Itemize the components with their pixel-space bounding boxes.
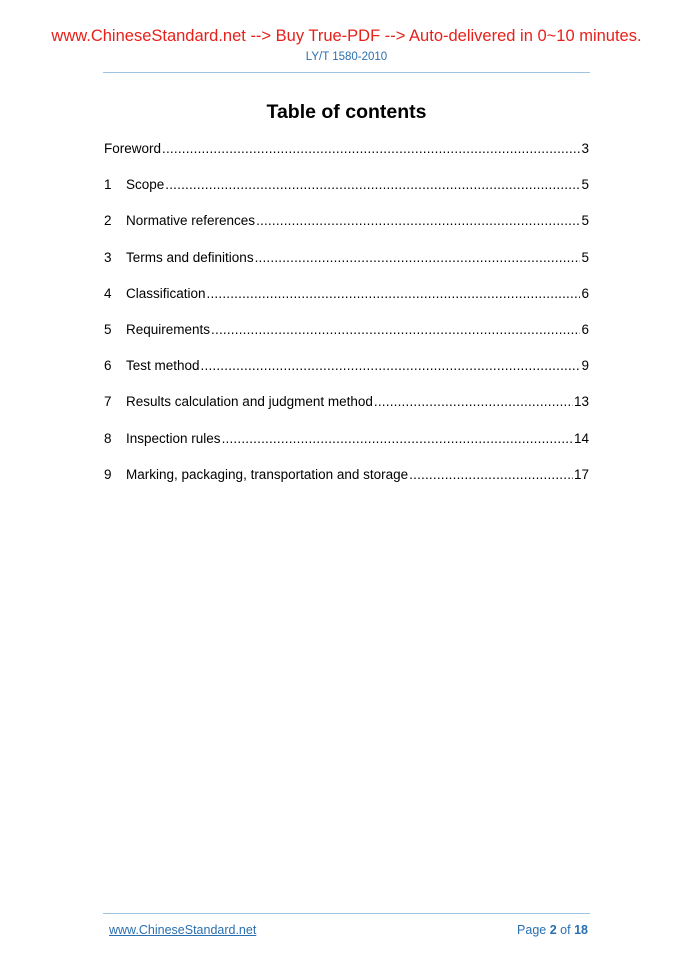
toc-entry-normative-references[interactable] <box>104 213 589 249</box>
toc-entry-label: Results calculation and judgment method <box>126 394 373 410</box>
header-divider <box>103 72 590 73</box>
toc-entry-label: Marking, packaging, transportation and storage <box>126 466 409 482</box>
toc-entry-label: Requirements <box>126 321 211 337</box>
toc-entry-requirements[interactable] <box>104 322 589 358</box>
footer-website-link[interactable]: www.ChineseStandard.net <box>109 923 257 937</box>
toc-leader-dots <box>222 431 573 446</box>
toc-entry-number: 1 <box>104 177 112 193</box>
toc-entry-number: 2 <box>104 213 112 229</box>
toc-entry-page: 9 <box>581 358 589 374</box>
toc-entry-label: Scope <box>126 177 165 193</box>
toc-entry-marking-packaging[interactable] <box>104 467 589 503</box>
toc-entry-page: 3 <box>581 141 589 156</box>
table-of-contents <box>104 141 589 503</box>
page-total: 18 <box>574 923 588 937</box>
page-prefix: Page <box>517 923 547 937</box>
toc-entry-page: 5 <box>581 249 589 265</box>
document-code: LY/T 1580-2010 <box>305 51 388 63</box>
toc-entry-label: Inspection rules <box>126 430 221 446</box>
toc-entry-number: 8 <box>104 430 112 446</box>
toc-leader-dots <box>207 286 581 301</box>
page-current: 2 <box>549 923 557 937</box>
toc-entry-results-calculation[interactable] <box>104 394 589 430</box>
footer-divider <box>103 913 590 914</box>
toc-leader-dots <box>374 394 573 409</box>
toc-entry-page: 5 <box>581 213 589 229</box>
toc-leader-dots <box>211 322 580 337</box>
toc-entry-label: Terms and definitions <box>126 249 254 265</box>
toc-entry-number: 5 <box>104 321 112 337</box>
toc-entry-number: 7 <box>104 394 112 410</box>
toc-entry-page: 6 <box>581 285 589 301</box>
toc-entry-page: 6 <box>581 321 589 337</box>
toc-entry-terms-and-definitions[interactable] <box>104 250 589 286</box>
toc-entry-inspection-rules[interactable] <box>104 431 589 467</box>
toc-entry-foreword[interactable] <box>104 141 589 177</box>
toc-entry-number: 3 <box>104 249 112 265</box>
toc-leader-dots <box>201 358 581 373</box>
toc-entry-label: Foreword <box>104 141 162 156</box>
toc-entry-test-method[interactable] <box>104 358 589 394</box>
toc-entry-number: 4 <box>104 285 112 301</box>
toc-entry-number: 9 <box>104 466 112 482</box>
toc-leader-dots <box>162 141 580 156</box>
toc-leader-dots <box>165 177 580 192</box>
toc-entry-page: 13 <box>573 394 589 410</box>
toc-entry-number: 6 <box>104 358 112 374</box>
toc-entry-page: 5 <box>581 177 589 193</box>
toc-entry-label: Test method <box>126 358 200 374</box>
toc-entry-page: 17 <box>573 466 589 482</box>
page-number <box>517 923 588 937</box>
toc-leader-dots <box>255 250 581 265</box>
toc-entry-classification[interactable] <box>104 286 589 322</box>
page-title: Table of contents <box>266 101 427 123</box>
toc-entry-scope[interactable] <box>104 177 589 213</box>
toc-entry-page: 14 <box>573 430 589 446</box>
banner-text: www.ChineseStandard.net --> Buy True-PDF --> Auto-delivered in 0~10 minutes. <box>51 27 642 45</box>
page-of: of <box>560 923 571 937</box>
toc-entry-label: Classification <box>126 285 206 301</box>
toc-entry-label: Normative references <box>126 213 256 229</box>
toc-leader-dots <box>256 213 580 228</box>
toc-leader-dots <box>409 467 573 482</box>
